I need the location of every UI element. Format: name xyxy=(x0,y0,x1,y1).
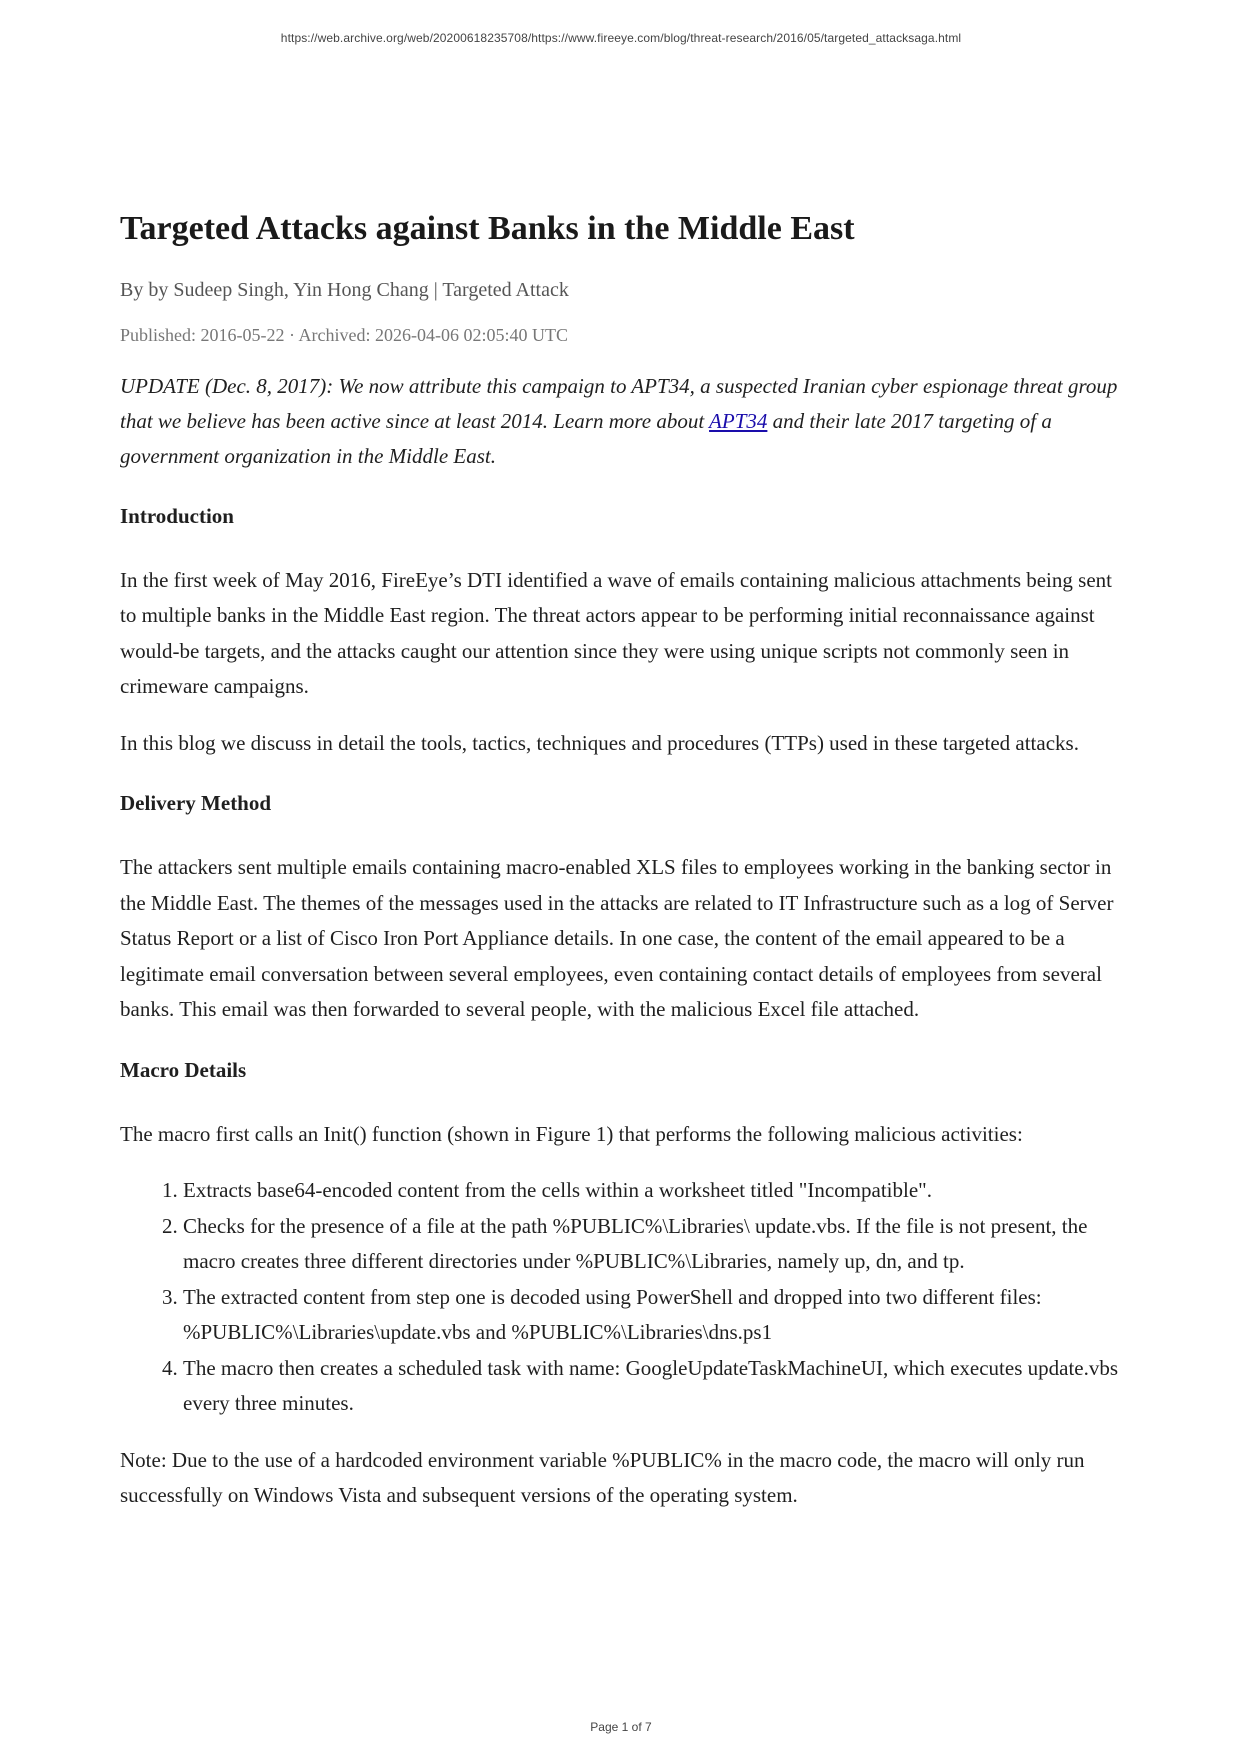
page-title: Targeted Attacks against Banks in the Middle East xyxy=(120,210,855,247)
delivery-method-paragraph: The attackers sent multiple emails containing macro-enabled XLS files to employees working in the banking sector in the Middle East. The themes of the messages used in the attacks are related to IT Infrastructure such as a log of Server Status Report or a list of Cisco Iron Port Appliance details. In one case, the content of the email appeared to be a legitimate email conversation between several employees, even containing contact details of employees from several banks. This email was then forwarded to several people, with the malicious Excel file attached. xyxy=(120,855,1114,1021)
macro-details-paragraph: The macro first calls an Init() function (shown in Figure 1) that performs the following malicious activities: xyxy=(120,1121,1023,1146)
page-number: Page 1 of 7 xyxy=(590,1720,652,1734)
publish-dates: Published: 2016-05-22 · Archived: 2026-04-06 02:05:40 UTC xyxy=(120,324,568,345)
apt34-link[interactable]: APT34 xyxy=(709,408,768,433)
introduction-heading: Introduction xyxy=(120,503,234,528)
macro-note: Note: Due to the use of a hardcoded environment variable %PUBLIC% in the macro code, the macro will only run successfully on Windows Vista and subsequent versions of the operating system. xyxy=(120,1447,1085,1507)
macro-details-heading: Macro Details xyxy=(120,1057,247,1082)
delivery-method-heading: Delivery Method xyxy=(120,791,272,815)
introduction-paragraph-1: In the first week of May 2016, FireEye’s DTI identified a wave of emails containing malicious attachments being sent to multiple banks in the Middle East region. The threat actors appear to be performing initial reconnaissance against would-be targets, and the attacks caught our attention since they were using unique scripts not commonly seen in crimeware campaigns. xyxy=(120,567,1112,698)
list-item: 3. The extracted content from step one is decoded using PowerShell and dropped into two different files: %PUBLIC%\Libraries\update.vbs and %PUBLIC%\Libraries\dns.ps1 xyxy=(183,1280,1130,1351)
list-item: 1. Extracts base64-encoded content from the cells within a worksheet titled "Incompatible". xyxy=(183,1173,1130,1209)
introduction-paragraph-2: In this blog we discuss in detail the tools, tactics, techniques and procedures (TTPs) used in these targeted attacks. xyxy=(120,730,1079,755)
byline: By by Sudeep Singh, Yin Hong Chang | Targeted Attack xyxy=(120,278,569,301)
article xyxy=(120,208,1130,1514)
update-note xyxy=(120,369,1130,474)
update-text-after: and their late 2017 targeting of a government organization in the Middle East. xyxy=(120,408,1052,468)
list-item: 2. Checks for the presence of a file at the path %PUBLIC%\Libraries\ update.vbs. If the file is not present, the macro creates three different directories under %PUBLIC%\Libraries, namely up, dn, and tp. xyxy=(183,1209,1130,1280)
archive-url: https://web.archive.org/web/20200618235708/https://www.fireeye.com/blog/threat-research/2016/05/targeted_attacksaga.html xyxy=(280,31,962,45)
macro-steps-list xyxy=(120,1173,1130,1422)
update-text-before: UPDATE (Dec. 8, 2017): We now attribute this campaign to APT34, a suspected Iranian cyber espionage threat group that we believe has been active since at least 2014. Learn more about xyxy=(120,373,1118,433)
list-item: 4. The macro then creates a scheduled task with name: GoogleUpdateTaskMachineUI, which executes update.vbs every three minutes. xyxy=(183,1351,1130,1422)
